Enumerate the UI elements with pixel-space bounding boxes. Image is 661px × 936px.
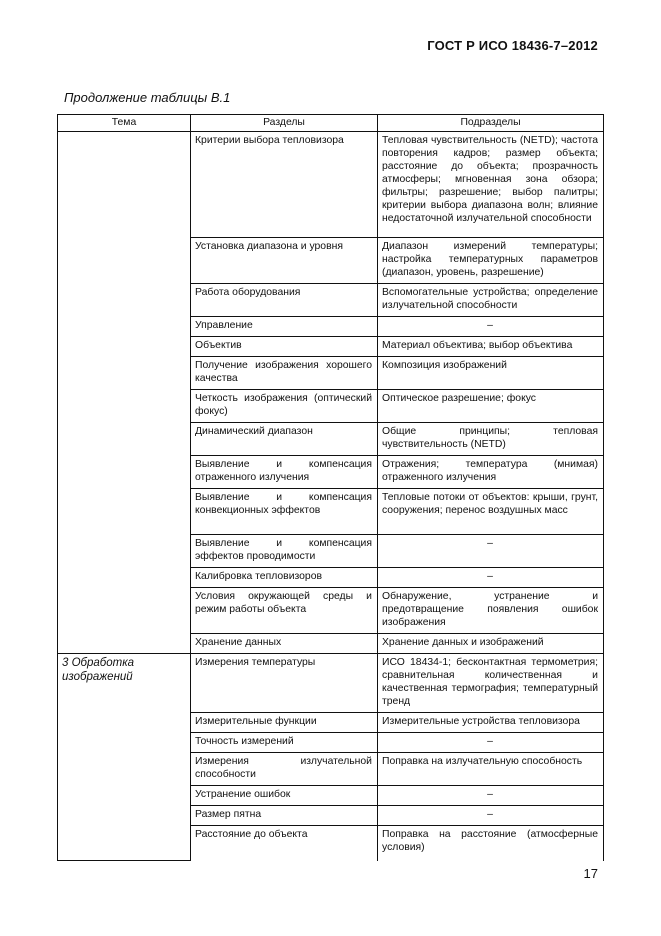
section-cell: Установка диапазона и уровня — [191, 238, 378, 284]
section-cell: Расстояние до объекта — [191, 826, 378, 861]
subsection-cell: – — [378, 733, 604, 753]
section-cell: Устранение ошибок — [191, 786, 378, 806]
table-caption: Продолжение таблицы В.1 — [64, 90, 231, 105]
topic-cell-image-processing: 3 Обработка изображений — [58, 654, 191, 861]
subsection-cell: – — [378, 568, 604, 588]
section-cell: Динамический диапазон — [191, 423, 378, 456]
section-cell: Выявление и компенсация конвекционных эффектов — [191, 489, 378, 535]
section-cell: Выявление и компенсация отраженного излучения — [191, 456, 378, 489]
subsection-cell: – — [378, 806, 604, 826]
section-cell: Получение изображения хорошего качества — [191, 357, 378, 390]
section-cell: Объектив — [191, 337, 378, 357]
subsection-cell: Поправка на расстояние (атмосферные условия) — [378, 826, 604, 861]
subsection-cell: Тепловые потоки от объектов: крыши, грунт, сооружения; перенос воздушных масс — [378, 489, 604, 535]
subsection-cell: – — [378, 317, 604, 337]
subsection-cell: Измерительные устройства тепловизора — [378, 713, 604, 733]
subsection-cell: Композиция изображений — [378, 357, 604, 390]
section-cell: Критерии выбора тепловизора — [191, 132, 378, 238]
subsection-cell: Тепловая чувствительность (NETD); частота повторения кадров; размер объекта; расстояние до объекта; прозрачность атмосферы; мгновенная зона обзора; фильтры; разрешение; выбор палитры; критерии выбора диапазона волн; влияние недостаточной излучательной способности — [378, 132, 604, 238]
subsection-cell: Диапазон измерений температуры; настройка температурных параметров (диапазон, уровень, разрешение) — [378, 238, 604, 284]
section-cell: Работа оборудования — [191, 284, 378, 317]
subsection-cell: Оптическое разрешение; фокус — [378, 390, 604, 423]
column-header-sections: Разделы — [191, 115, 378, 132]
continuation-table — [57, 114, 604, 861]
section-cell: Калибровка тепловизоров — [191, 568, 378, 588]
section-cell: Хранение данных — [191, 634, 378, 654]
subsection-cell: – — [378, 535, 604, 568]
subsection-cell: ИСО 18434-1; бесконтактная термометрия; сравнительная количественная и качественная термография; температурный тренд — [378, 654, 604, 713]
subsection-cell: Материал объектива; выбор объектива — [378, 337, 604, 357]
subsection-cell: Общие принципы; тепловая чувствительность (NETD) — [378, 423, 604, 456]
section-cell: Точность измерений — [191, 733, 378, 753]
document-id-header: ГОСТ Р ИСО 18436-7–2012 — [427, 38, 598, 53]
subsection-cell: Отражения; температура (мнимая) отраженного излучения — [378, 456, 604, 489]
topic-cell — [58, 132, 191, 654]
section-cell: Размер пятна — [191, 806, 378, 826]
column-header-topic: Тема — [58, 115, 191, 132]
section-cell: Условия окружающей среды и режим работы объекта — [191, 588, 378, 634]
table-row — [58, 654, 604, 713]
column-header-subsections: Подразделы — [378, 115, 604, 132]
section-cell: Управление — [191, 317, 378, 337]
subsection-cell: Обнаружение, устранение и предотвращение появления ошибок изображения — [378, 588, 604, 634]
subsection-cell: Вспомогательные устройства; определение излучательной способности — [378, 284, 604, 317]
subsection-cell: – — [378, 786, 604, 806]
page-number: 17 — [583, 866, 598, 881]
section-cell: Измерения излучательной способности — [191, 753, 378, 786]
section-cell: Измерительные функции — [191, 713, 378, 733]
table-row — [58, 132, 604, 238]
header-row — [58, 115, 604, 132]
section-cell: Измерения температуры — [191, 654, 378, 713]
subsection-cell: Хранение данных и изображений — [378, 634, 604, 654]
section-cell: Выявление и компенсация эффектов проводимости — [191, 535, 378, 568]
section-cell: Четкость изображения (оптический фокус) — [191, 390, 378, 423]
subsection-cell: Поправка на излучательную способность — [378, 753, 604, 786]
